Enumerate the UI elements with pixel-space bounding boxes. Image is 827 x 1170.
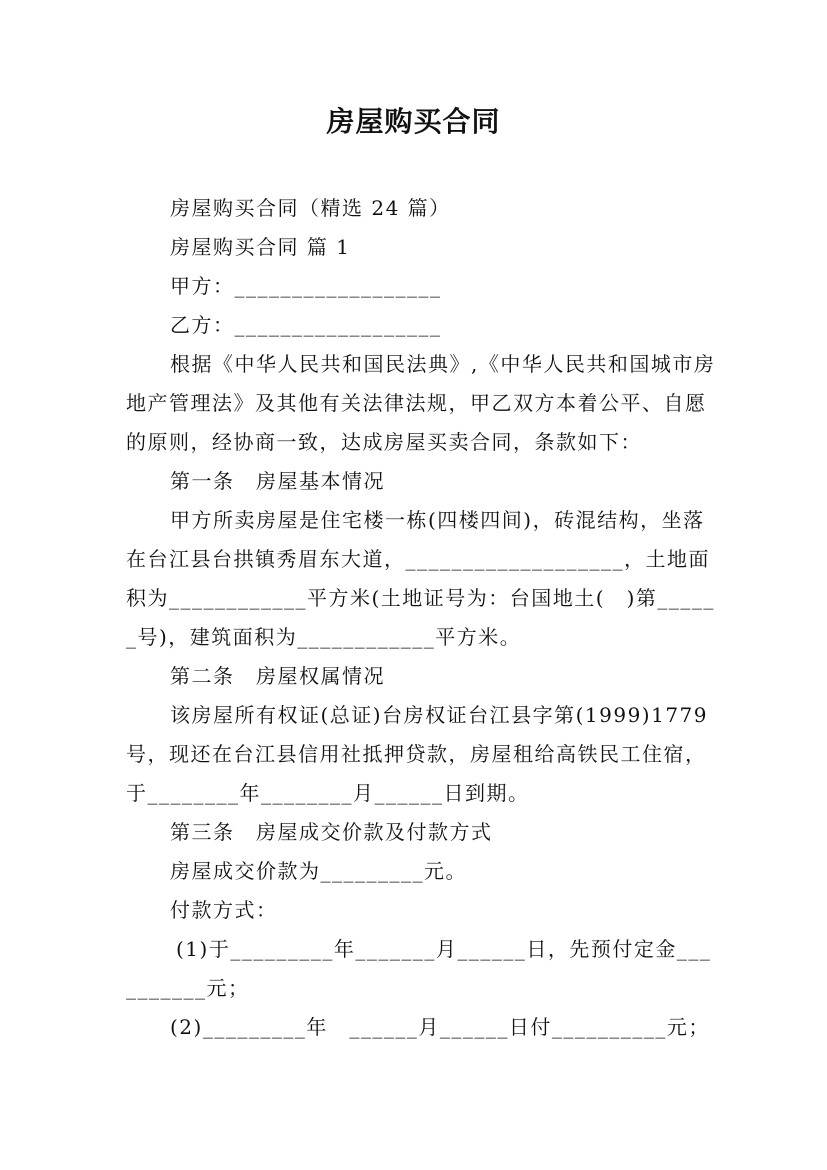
party-b-line: 乙方：__________________ bbox=[170, 313, 442, 337]
payment-item-1: (1)于_________年_______月______日，先预付定金__________元； bbox=[126, 937, 712, 1000]
article-2-heading: 第二条 房屋权属情况 bbox=[170, 664, 385, 688]
article-1-body: 甲方所卖房屋是住宅楼一栋(四楼四间)，砖混结构，坐落在台江县台拱镇秀眉东大道，___________________，土地面积为____________平方米(土地证号为：台国地土( )第______号)，建筑面积为____________平方米。 bbox=[126, 508, 715, 649]
document-body bbox=[126, 189, 718, 1047]
article-1-heading: 第一条 房屋基本情况 bbox=[170, 469, 385, 493]
party-a-line: 甲方：__________________ bbox=[170, 274, 442, 298]
price-line: 房屋成交价款为_________元。 bbox=[170, 859, 467, 883]
payment-method-label: 付款方式： bbox=[170, 898, 278, 922]
subtitle-line: 房屋购买合同（精选 24 篇） bbox=[170, 196, 451, 220]
document-title: 房屋购买合同 bbox=[326, 105, 501, 138]
article-2-body: 该房屋所有权证(总证)台房权证台江县字第(1999)1779号，现还在台江县信用社抵押贷款，房屋租给高铁民工住宿，于________年________月______日到期。 bbox=[126, 703, 709, 805]
preamble-paragraph: 根据《中华人民共和国民法典》,《中华人民共和国城市房地产管理法》及其他有关法律法规，甲乙双方本着公平、自愿的原则，经协商一致，达成房屋买卖合同，条款如下： bbox=[126, 352, 716, 454]
article-3-heading: 第三条 房屋成交价款及付款方式 bbox=[170, 820, 493, 844]
section-heading: 房屋购买合同 篇 1 bbox=[170, 235, 351, 259]
payment-item-2: (2)_________年 ______月______日付__________元； bbox=[170, 1015, 710, 1039]
